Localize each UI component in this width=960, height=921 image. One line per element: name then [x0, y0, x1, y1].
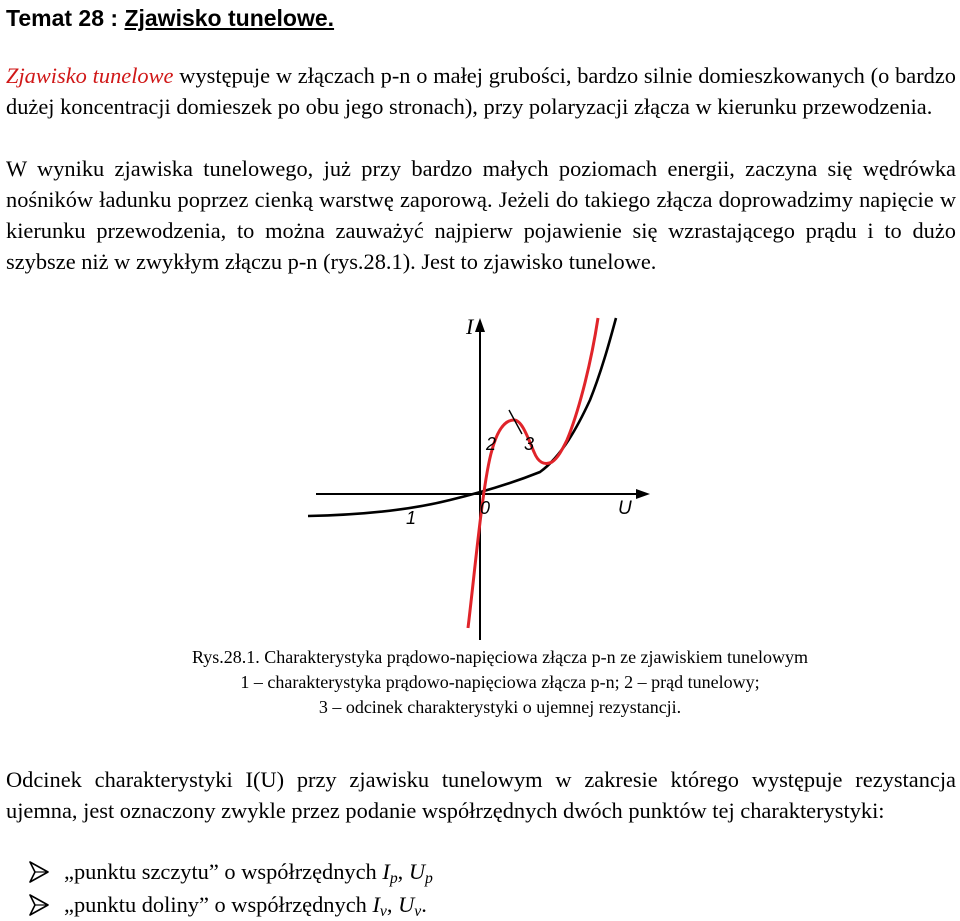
normal-junction-curve — [308, 318, 616, 516]
caption-line-3: 3 – odcinek charakterystyki o ujemnej rezystancji. — [318, 697, 682, 717]
peak-current-subscript: p — [389, 870, 398, 887]
peak-current-symbol: I — [382, 859, 390, 884]
y-axis-arrow-icon — [475, 318, 485, 332]
tunnel-curve — [468, 318, 598, 628]
valley-voltage-subscript: v — [414, 903, 422, 920]
figure-caption — [80, 645, 920, 720]
highlighted-term: Zjawisko tunelowe — [6, 63, 174, 88]
y-axis-label: I — [466, 314, 474, 339]
origin-label: 0 — [480, 498, 491, 518]
list-item-valley-point — [6, 888, 906, 921]
intro-text: występuje w złączach p-n o małej grubości, bardzo silnie domieszkowanych (o bardzo dużej koncentracji domieszek po obu jego stronach), przy polaryzacji złącza w kierunku przewodzenia. — [6, 63, 957, 119]
title-topic: Zjawisko tunelowe. — [124, 5, 335, 31]
iv-characteristic-figure — [300, 310, 660, 648]
arrowhead-bullet-icon — [28, 861, 50, 883]
negative-resistance-paragraph: Odcinek charakterystyki I(U) przy zjawisku tunelowym w zakresie którego występuje rezystancja ujemna, jest oznaczony zwykle przez podanie współrzędnych dwóch punktów tej charakterystyki: — [6, 767, 956, 823]
curve-label-3: 3 — [524, 434, 535, 454]
coordinate-points-list — [6, 855, 906, 921]
valley-current-symbol: I — [372, 892, 380, 917]
curve-label-2: 2 — [486, 434, 497, 454]
title-prefix: Temat 28 : — [6, 5, 125, 31]
peak-voltage-symbol: U — [408, 859, 426, 884]
arrowhead-bullet-icon — [28, 894, 50, 916]
x-axis-arrow-icon — [636, 489, 650, 499]
valley-separator: , — [386, 892, 399, 917]
valley-point-text: „punktu doliny” o współrzędnych — [64, 892, 373, 917]
caption-line-1: Rys.28.1. Charakterystyka prądowo-napięciowa złącza p-n ze zjawiskiem tunelowym — [191, 647, 809, 667]
intro-paragraph — [6, 60, 956, 122]
peak-point-text: „punktu szczytu” o współrzędnych — [64, 859, 383, 884]
tunnel-effect-paragraph: W wyniku zjawiska tunelowego, już przy bardzo małych poziomach energii, zaczyna się wędrówka nośników ładunku poprzez cienką warstwę zaporową. Jeżeli do takiego złącza doprowadzimy napięcie w kierunku przewodzenia, to można zauważyć najpierw pojawienie się wzrastającego prądu i to dużo szybsze niż w zwykłym złączu p-n (rys.28.1). Jest to zjawisko tunelowe. — [6, 156, 956, 274]
valley-current-subscript: v — [379, 903, 387, 920]
peak-voltage-subscript: p — [425, 870, 433, 887]
curve-label-1: 1 — [406, 508, 417, 528]
peak-separator: , — [397, 859, 409, 884]
list-item-peak-point — [6, 855, 906, 888]
iv-chart — [300, 310, 660, 648]
page-title — [6, 4, 334, 32]
valley-voltage-symbol: U — [398, 892, 415, 917]
caption-line-2: 1 – charakterystyka prądowo-napięciowa złącza p-n; 2 – prąd tunelowy; — [240, 672, 760, 692]
x-axis-label: U — [618, 498, 632, 519]
valley-end: . — [421, 892, 427, 917]
